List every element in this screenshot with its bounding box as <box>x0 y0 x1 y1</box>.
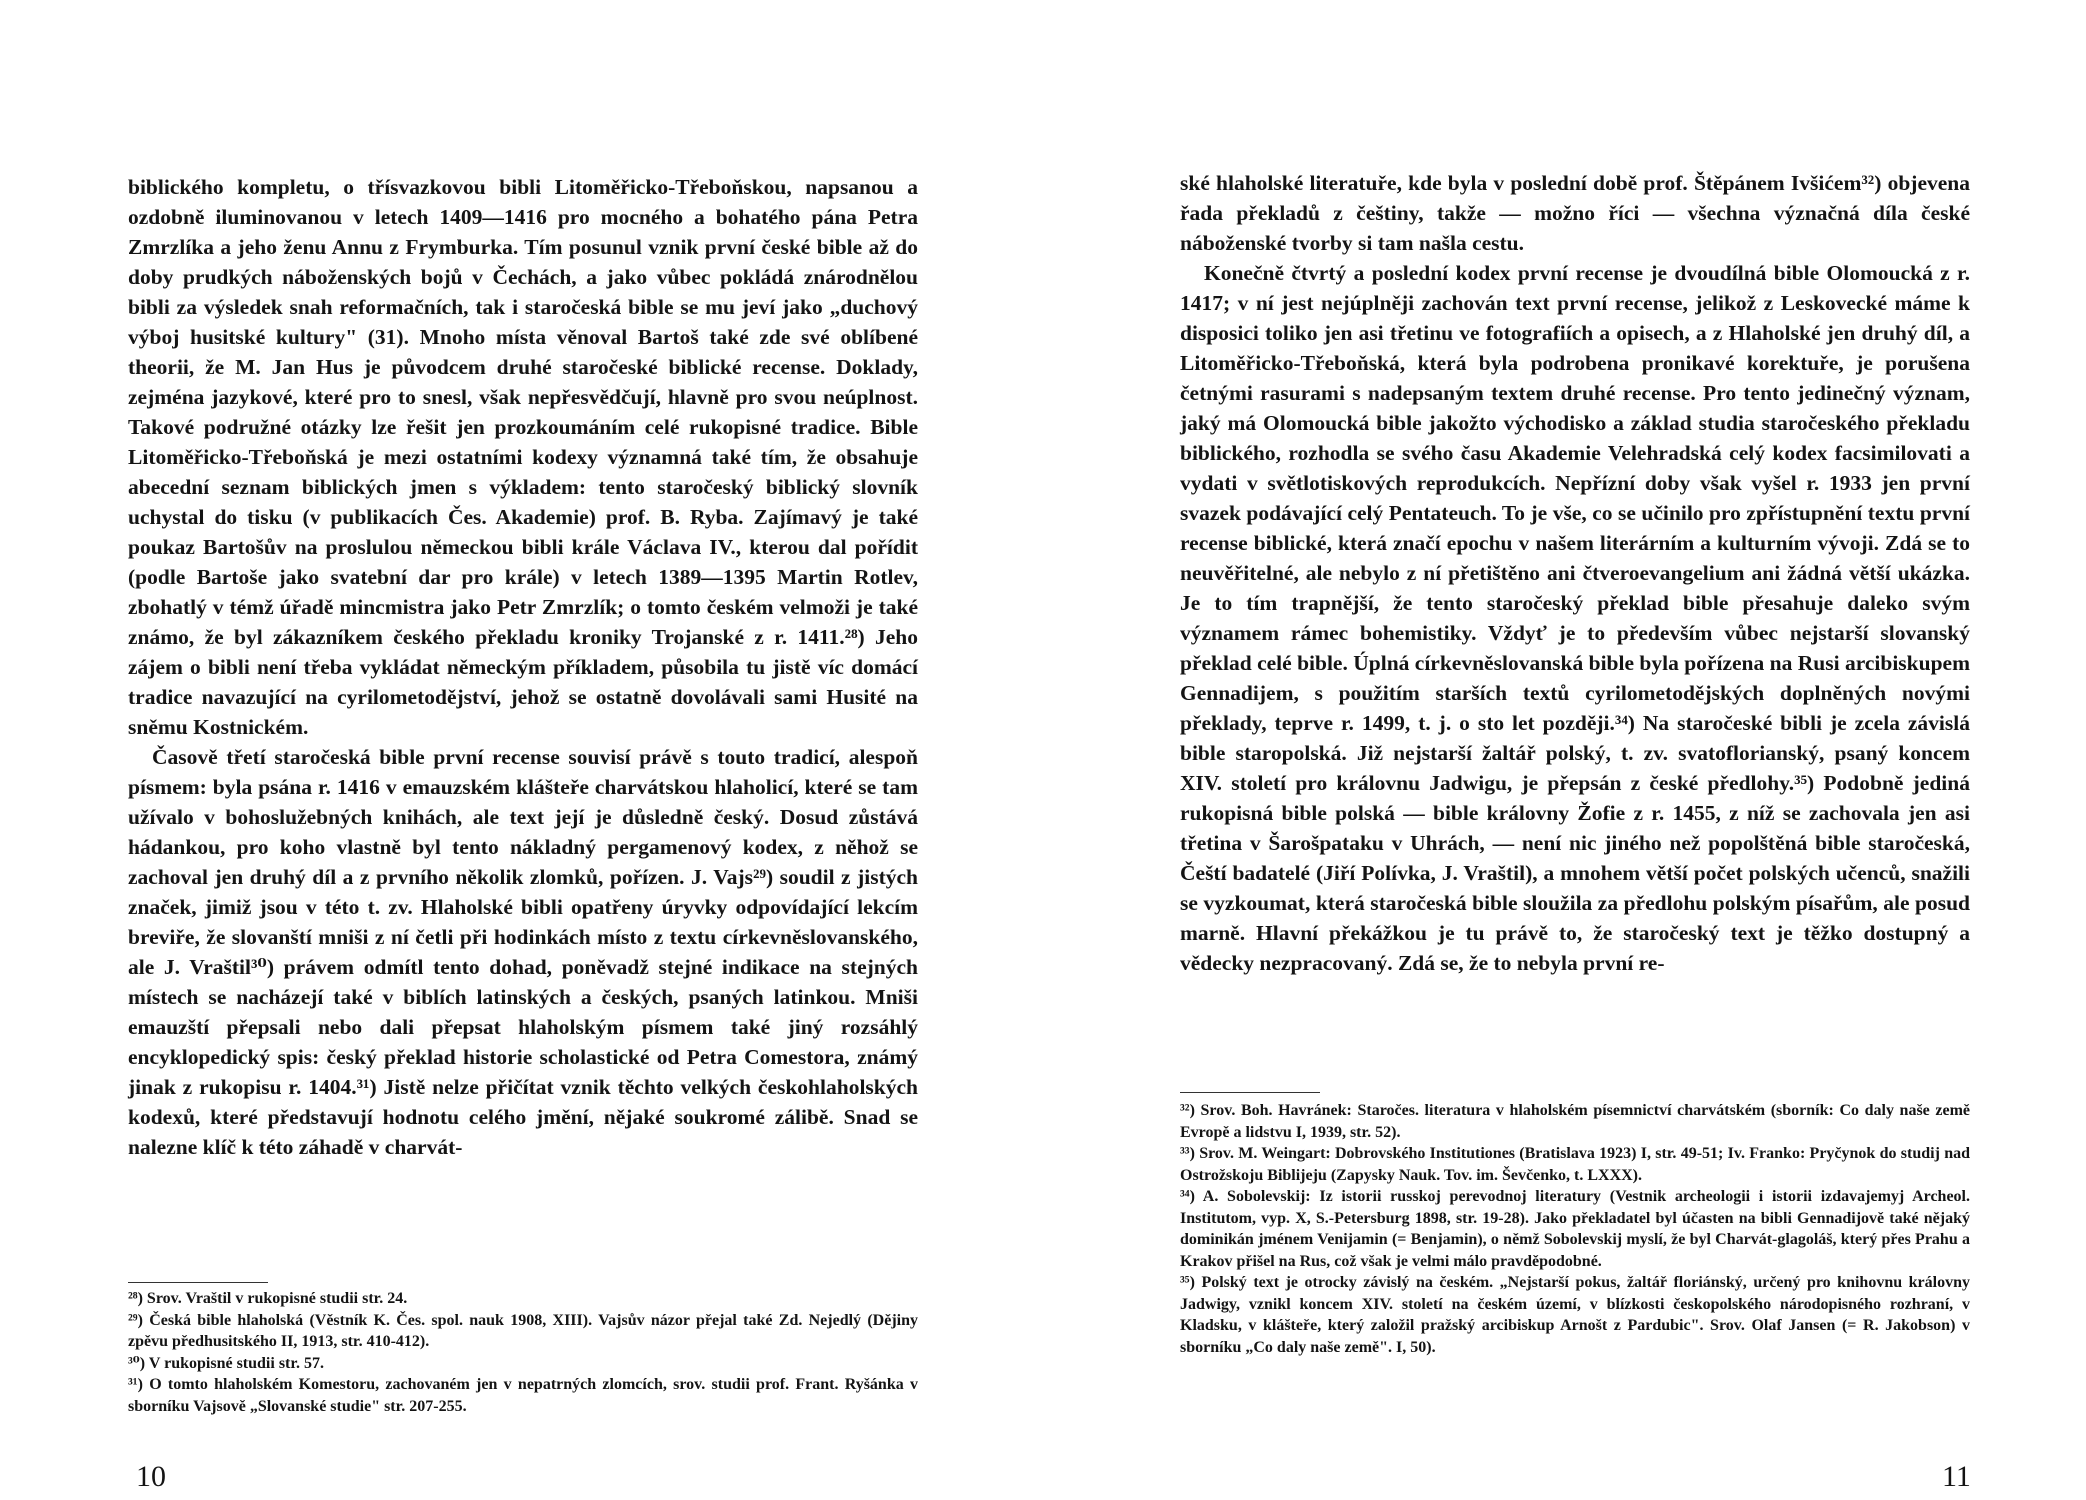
right-footnotes <box>1180 1100 1970 1358</box>
footnote: ³¹) O tomto hlaholském Komestoru, zachovaném jen v nepatrných zlomcích, srov. studii prof. Frant. Ryšánka v sborníku Vajsově „Slovanské studie" str. 207-255. <box>128 1376 918 1415</box>
paragraph: Konečně čtvrtý a poslední kodex první recense je dvoudílná bible Olomoucká z r. 1417; v ní jest nejúplněji zachován text první recense, jelikož z Leskovecké máme k disposici toliko jen asi třetinu ve fotografiích a opisech, a z Hlaholské jen druhý díl, a Litoměřicko-Třeboňská, která byla podrobena pronikavé korektuře, je porušena četnými rasurami s nadepsaným textem druhé recense. Pro tento jedinečný význam, jaký má Olomoucká bible jakožto východisko a základ studia staročeského překladu biblického, rozhodla se svého času Akademie Velehradská celý kodex facsimilovati a vydati v světlotiskových reprodukcích. Nepřízní doby však vyšel r. 1933 jen první svazek podávající celý Pentateuch. To je vše, co se učinilo pro zpřístupnění textu první recense biblické, která značí epochu v našem literárním a kulturním vývoji. Zdá se to neuvěřitelné, ale nebylo z ní přetištěno ani čtveroevangelium ani žádná větší ukázka. Je to tím trapnější, že tento staročeský překlad bible přesahuje daleko svým významem rámec bohemistiky. Vždyť je to především vůbec nejstarší slovanský překlad celé bible. Úplná církevněslovanská bible byla pořízena na Rusi arcibiskupem Gennadijem, s použitím starších textů cyrilometodějských doplněných novými překlady, teprve r. 1499, t. j. o sto let později.³⁴) Na staročeské bibli je zcela závislá bible staropolská. Již nejstarší žaltář polský, t. zv. svatoflorianský, psaný koncem XIV. století pro královnu Jadwigu, je přepsán z české předlohy.³⁵) Podobně jediná rukopisná bible polská — bible královny Žofie z r. 1455, z níž se zachovala jen asi třetina v Šarošpataku v Uhrách, — není nic jiného než popolštěná bible staročeská, Čeští badatelé (Jiří Polívka, J. Vraštil), a mnohem větší počet polských učenců, snažili se vyzkoumat, která staročeská bible sloužila za předlohu polským písařům, ale posud marně. Hlavní překážkou je tu právě to, že staročeský text je těžko dostupný a vědecky nezpracovaný. Zdá se, že to nebyla první re- <box>1180 261 1970 975</box>
footnote: ³⁵) Polský text je otrocky závislý na českém. „Nejstarší pokus, žaltář floriánský, určený pro knihovnu královny Jadwigy, vznikl koncem XIV. století na českém území, v blízkosti českopolského národopisného rozhraní, v Kladsku, v klášteře, který založil pražský arcibiskup Arnošt z Pardubic". Srov. Olaf Jansen (= R. Jakobson) v sborníku „Co daly naše země". I, 50). <box>1180 1274 1970 1356</box>
footnote: ³⁴) A. Sobolevskij: Iz istorii russkoj perevodnoj literatury (Vestnik archeologii i istorii izdavajemyj Archeol. Institutom, vyp. X, S.-Petersburg 1898, str. 19-28). Jako překladatel byl účasten na bibli Gennadijově také nějaký dominikán jménem Venijamin (= Benjamin), o němž Sobolevskij myslí, že byl Charvát-glagoláš, který přes Prahu a Krakov přišel na Rus, což však je velmi málo pravděpodobné. <box>1180 1188 1970 1270</box>
right-body-text <box>1180 168 1970 978</box>
right-page <box>1180 0 1980 1500</box>
paragraph: Časově třetí staročeská bible první recense souvisí právě s touto tradicí, alespoň písmem: byla psána r. 1416 v emauzském klášteře charvátskou hlaholicí, které se tam užívalo v bohoslužebných knihách, ale text její je důsledně český. Dosud zůstává hádankou, pro koho vlastně byl tento nákladný pergamenový kodex, z něhož se zachoval jen druhý díl a z prvního několik zlomků, pořízen. J. Vajs²⁹) soudil z jistých značek, jimiž jsou v této t. zv. Hlaholské bibli opatřeny úryvky odpovídající lekcím breviře, že slovanští mniši z ní četli při hodinkách místo z textu církevněslovanského, ale J. Vraštil³⁰) právem odmítl tento dohad, poněvadž stejné indikace na stejných místech se nacházejí také v biblích latinských a českých, psaných latinkou. Mniši emauzští přepsali nebo dali přepsat hlaholským písmem také jiný rozsáhlý encyklopedický spis: český překlad historie scholastické od Petra Comestora, známý jinak z rukopisu r. 1404.³¹) Jistě nelze přičítat vznik těchto velkých českohlaholských kodexů, které představují hodnotu celého jmění, nějaké soukromé zálibě. Snad se nalezne klíč k této záhadě v charvát- <box>128 745 918 1159</box>
footnote: ²⁹) Česká bible hlaholská (Věstník K. Čes. spol. nauk 1908, XIII). Vajsův názor přejal také Zd. Nejedlý (Dějiny zpěvu předhusitského II, 1913, str. 410-412). <box>128 1311 918 1350</box>
left-body-text <box>128 172 918 1162</box>
page-number: 11 <box>1942 1460 1971 1493</box>
footnote: ³⁰) V rukopisné studii str. 57. <box>128 1354 325 1372</box>
footnote-divider <box>1180 1092 1320 1093</box>
footnote: ³²) Srov. Boh. Havránek: Staročes. literatura v hlaholském písemnictví charvátském (sborník: Co daly naše země Evropě a lidstvu I, 1939, str. 52). <box>1180 1102 1970 1141</box>
footnote: ³³) Srov. M. Weingart: Dobrovského Institutiones (Bratislava 1923) I, str. 49-51; Iv. Franko: Pryčynok do studij nad Ostrožskoju Biblijeju (Zapysky Nauk. Tov. im. Ševčenko, t. LXXX). <box>1180 1145 1970 1184</box>
left-footnotes <box>128 1288 918 1417</box>
footnote: ²⁸) Srov. Vraštil v rukopisné studii str. 24. <box>128 1290 408 1307</box>
paragraph: biblického kompletu, o třísvazkovou bibli Litoměřicko-Třeboňskou, napsanou a ozdobně iluminovanou v letech 1409—1416 pro mocného a bohatého pána Petra Zmrzlíka a jeho ženu Annu z Frymburka. Tím posunul vznik první české bible až do doby prudkých náboženských bojů v Čechách, a jako vůbec pokládá znárodnělou bibli za výsledek snah reformačních, tak i staročeská bible se mu jeví jako „duchový výboj husitské kultury" (31). Mnoho místa věnoval Bartoš také zde své oblíbené theorii, že M. Jan Hus je původcem druhé staročeské biblické recense. Doklady, zejména jazykové, které pro to snesl, však nepřesvědčují, hlavně pro svou neúplnost. Takové podružné otázky lze řešit jen prozkoumáním celé rukopisné tradice. Bible Litoměřicko-Třeboňská je mezi ostatními kodexy významná také tím, že obsahuje abecední seznam biblických jmen s výkladem: tento staročeský biblický slovník uchystal do tisku (v publikacích Čes. Akademie) prof. B. Ryba. Zajímavý je také poukaz Bartošův na proslulou německou bibli krále Václava IV., kterou dal pořídit (podle Bartoše jako svatební dar pro krále) v letech 1389—1395 Martin Rotlev, zbohatlý v témž úřadě mincmistra jako Petr Zmrzlík; o tomto českém velmoži je také známo, že byl zákazníkem českého překladu kroniky Trojanské z r. 1411.²⁸) Jeho zájem o bibli není třeba vykládat německým příkladem, působila tu jistě víc domácí tradice navazující na cyrilometodějství, jehož se ostatně dovolávali sami Husité na sněmu Kostnickém. <box>128 175 918 739</box>
page-number: 10 <box>136 1460 166 1493</box>
left-page <box>128 0 928 1500</box>
footnote-divider <box>128 1282 268 1283</box>
paragraph: ské hlaholské literatuře, kde byla v poslední době prof. Štěpánem Ivšićem³²) objevena řada překladů z češtiny, takže — možno říci — všechna význačná díla české náboženské tvorby si tam našla cestu. <box>1180 171 1970 255</box>
